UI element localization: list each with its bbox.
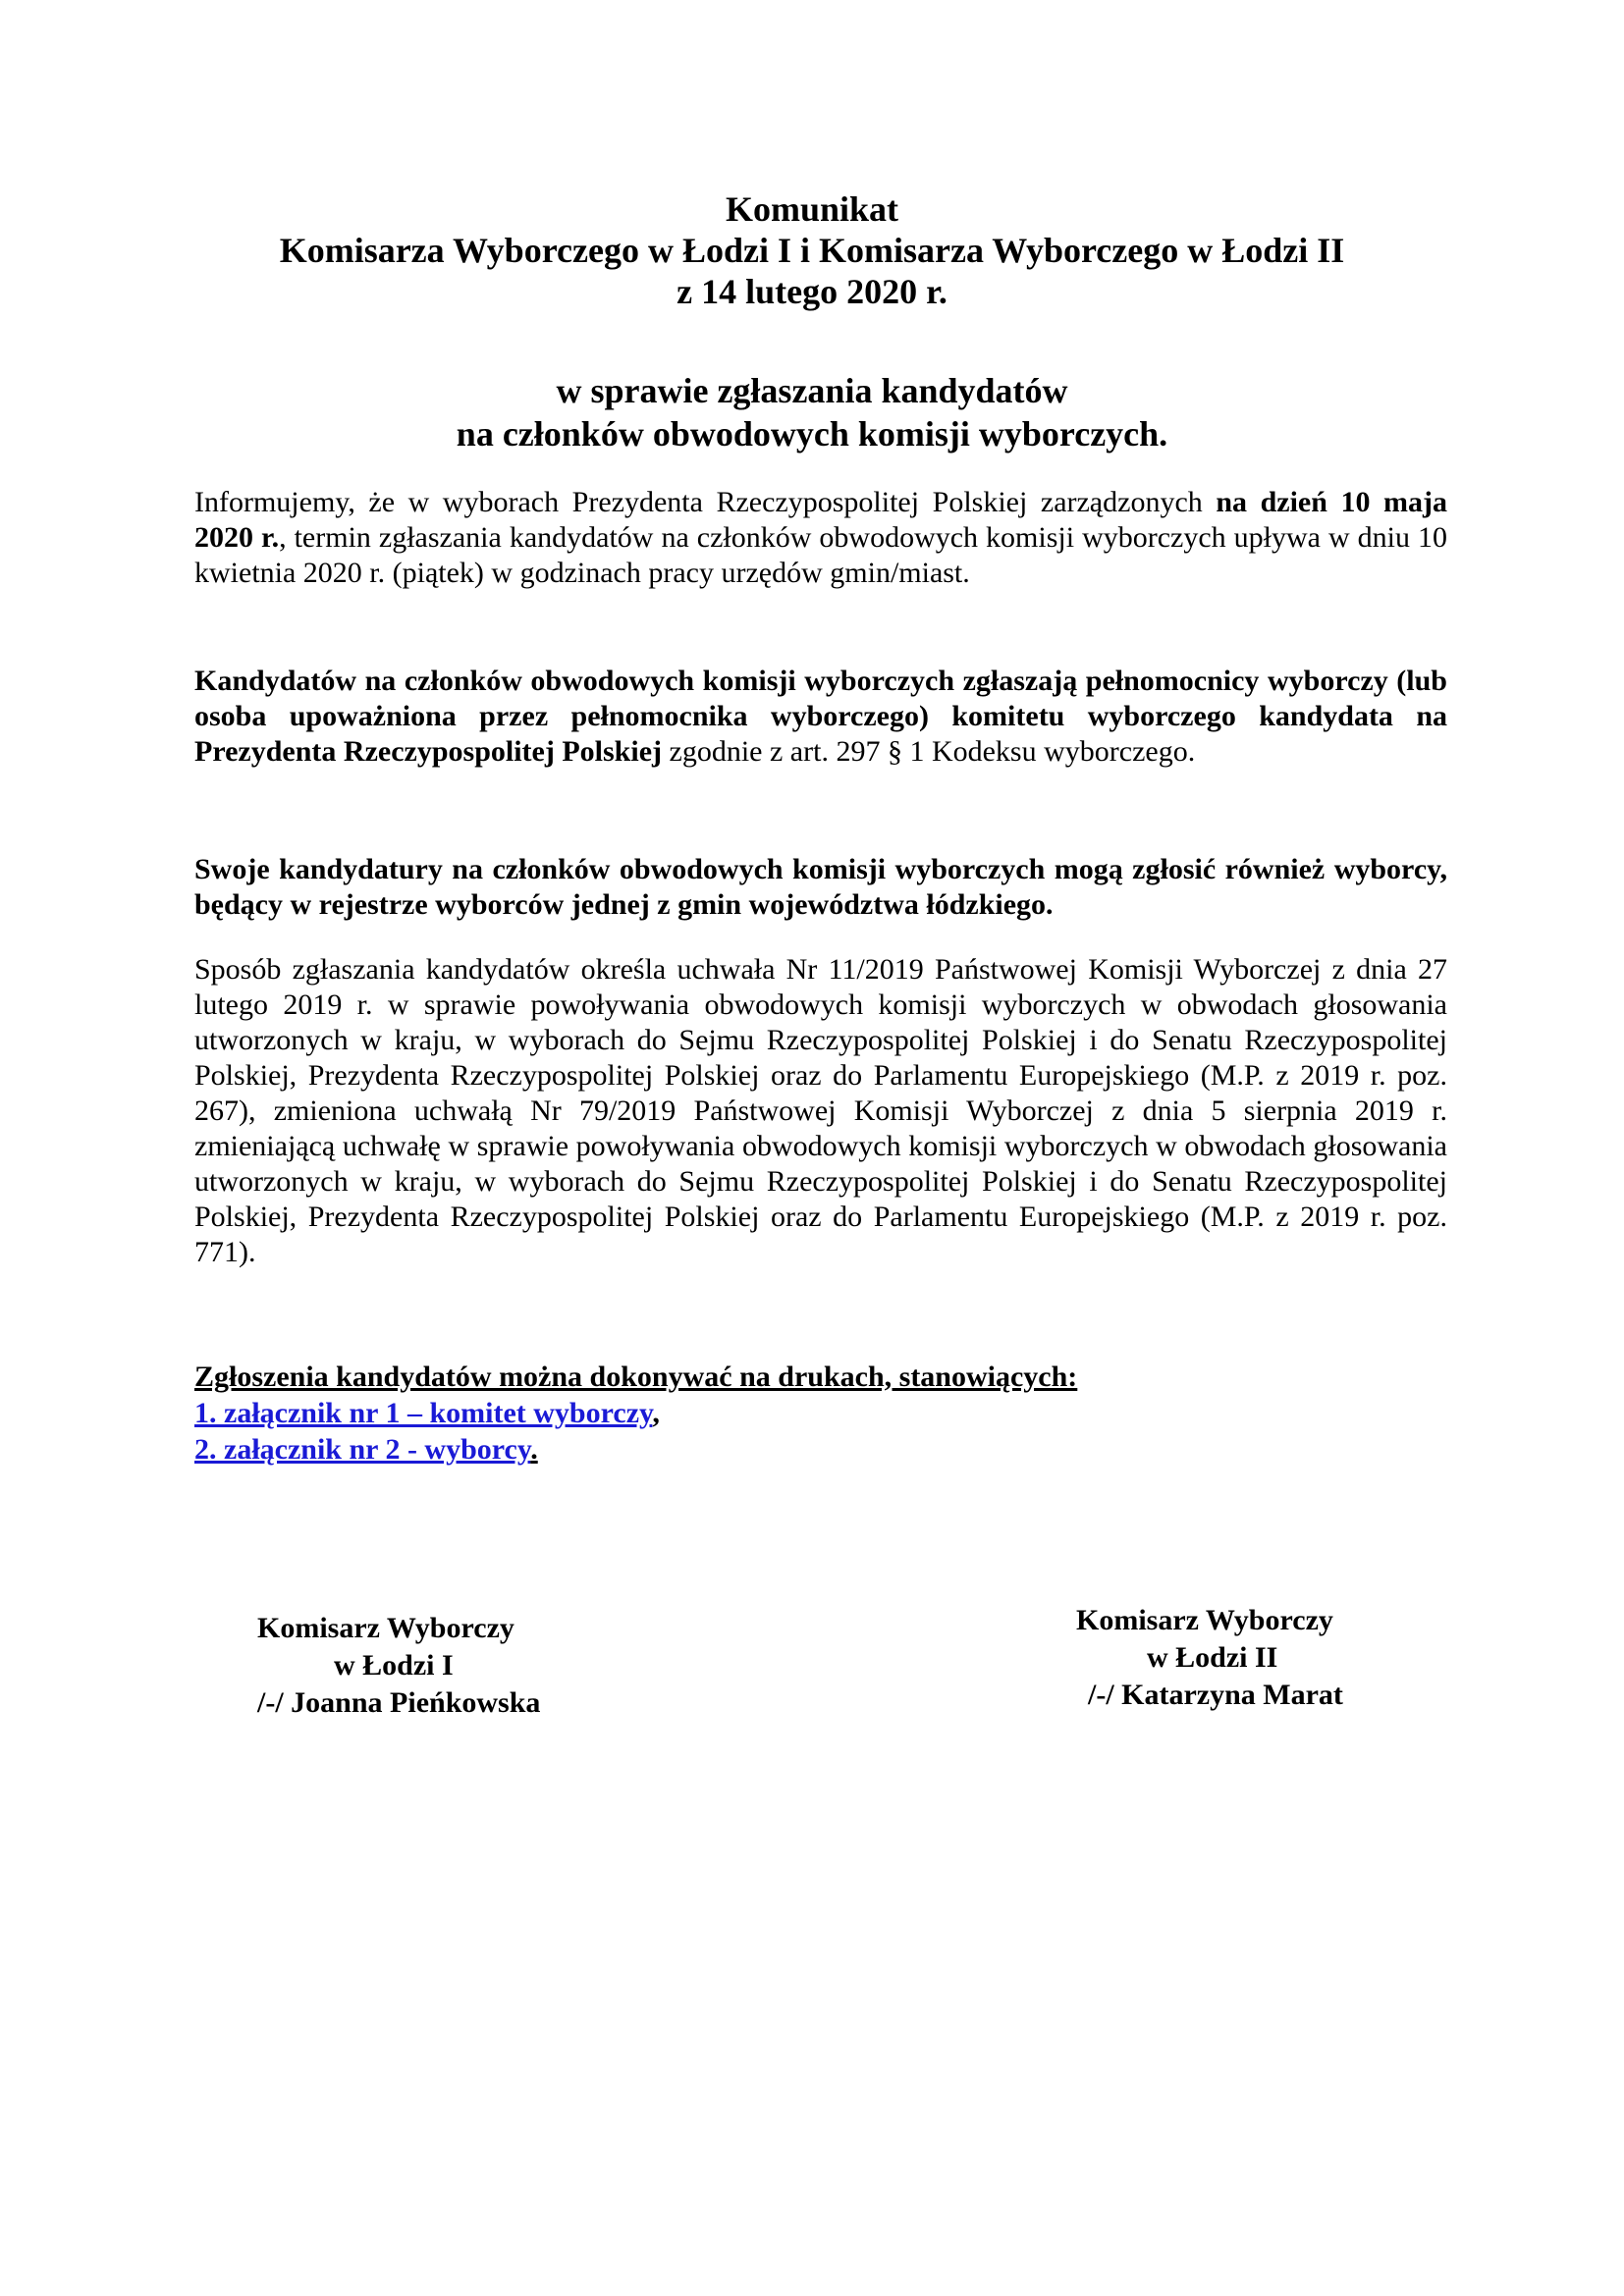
signature-right <box>1076 1602 1343 1714</box>
attachment-1-line <box>194 1395 1077 1431</box>
signature-right-place: w Łodzi II <box>1147 1641 1278 1674</box>
signature-left-place: w Łodzi I <box>334 1649 454 1682</box>
header-title: Komunikat <box>725 189 899 229</box>
attachment-1-tail: , <box>652 1397 660 1429</box>
paragraph-proxies-bold: Kandydatów na członków obwodowych komisji wyborczych zgłaszają pełnomocnicy wyborczy (lub osoba upoważniona przez pełnomocnika wyborczego) komitetu wyborczego kandydata na Prezydenta Rzeczypospolitej Polskiej <box>194 665 1447 768</box>
attachment-1-link[interactable]: 1. załącznik nr 1 – komitet wyborczy <box>194 1397 653 1429</box>
subject-line-2: na członków obwodowych komisji wyborczych. <box>456 414 1168 454</box>
paragraph-proxies <box>194 664 1447 770</box>
paragraph-legal-basis: Sposób zgłaszania kandydatów określa uchwała Nr 11/2019 Państwowej Komisji Wyborczej z dnia 27 lutego 2019 r. w sprawie powoływania obwodowych komisji wyborczych w obwodach głosowania utworzonych w kraju, w wyborach do Sejmu Rzeczypospolitej Polskiej i do Senatu Rzeczypospolitej Polskiej, Prezydenta Rzeczypospolitej Polskiej oraz do Parlamentu Europejskiego (M.P. z 2019 r. poz. 267), zmieniona uchwałą Nr 79/2019 Państwowej Komisji Wyborczej z dnia 5 sierpnia 2019 r. zmieniającą uchwałę w sprawie powoływania obwodowych komisji wyborczych w obwodach głosowania utworzonych w kraju, w wyborach do Sejmu Rzeczypospolitej Polskiej i do Senatu Rzeczypospolitej Polskiej, Prezydenta Rzeczypospolitej Polskiej oraz do Parlamentu Europejskiego (M.P. z 2019 r. poz. 771). <box>194 953 1447 1268</box>
signature-left <box>257 1610 540 1722</box>
signature-left-title: Komisarz Wyborczy <box>257 1612 514 1644</box>
attachment-2-link[interactable]: 2. załącznik nr 2 - wyborcy <box>194 1433 531 1466</box>
signature-right-name: /-/ Katarzyna Marat <box>1088 1679 1343 1711</box>
header-issuer: Komisarza Wyborczego w Łodzi I i Komisarza Wyborczego w Łodzi II <box>279 231 1345 270</box>
paragraph-deadline-text-2: , termin zgłaszania kandydatów na członków obwodowych komisji wyborczych upływa w dniu 10 kwietnia 2020 r. (piątek) w godzinach pracy urzędów gmin/miast. <box>194 521 1448 589</box>
header-date: z 14 lutego 2020 r. <box>677 272 947 311</box>
paragraph-deadline-date: na dzień 10 maja 2020 r. <box>194 486 1447 554</box>
paragraph-deadline-text-1: Informujemy, że w wyborach Prezydenta Rzeczypospolitej Polskiej zarządzonych <box>194 486 1217 518</box>
signature-right-title: Komisarz Wyborczy <box>1076 1604 1333 1636</box>
subject-line-1: w sprawie zgłaszania kandydatów <box>556 371 1068 410</box>
paragraph-voters: Swoje kandydatury na członków obwodowych komisji wyborczych mogą zgłosić również wyborcy, będący w rejestrze wyborców jednej z gmin województwa łódzkiego. <box>194 853 1447 921</box>
attachments-section <box>194 1359 1077 1468</box>
document-header <box>147 188 1477 312</box>
attachment-2-line <box>194 1431 1077 1468</box>
paragraph-deadline <box>194 485 1447 591</box>
paragraph-proxies-text: zgodnie z art. 297 § 1 Kodeksu wyborczego. <box>662 735 1196 768</box>
document-subject <box>147 369 1477 455</box>
attachments-heading: Zgłoszenia kandydatów można dokonywać na drukach, stanowiących: <box>194 1361 1078 1393</box>
signature-left-name: /-/ Joanna Pieńkowska <box>257 1686 541 1719</box>
attachment-2-tail: . <box>530 1433 538 1466</box>
